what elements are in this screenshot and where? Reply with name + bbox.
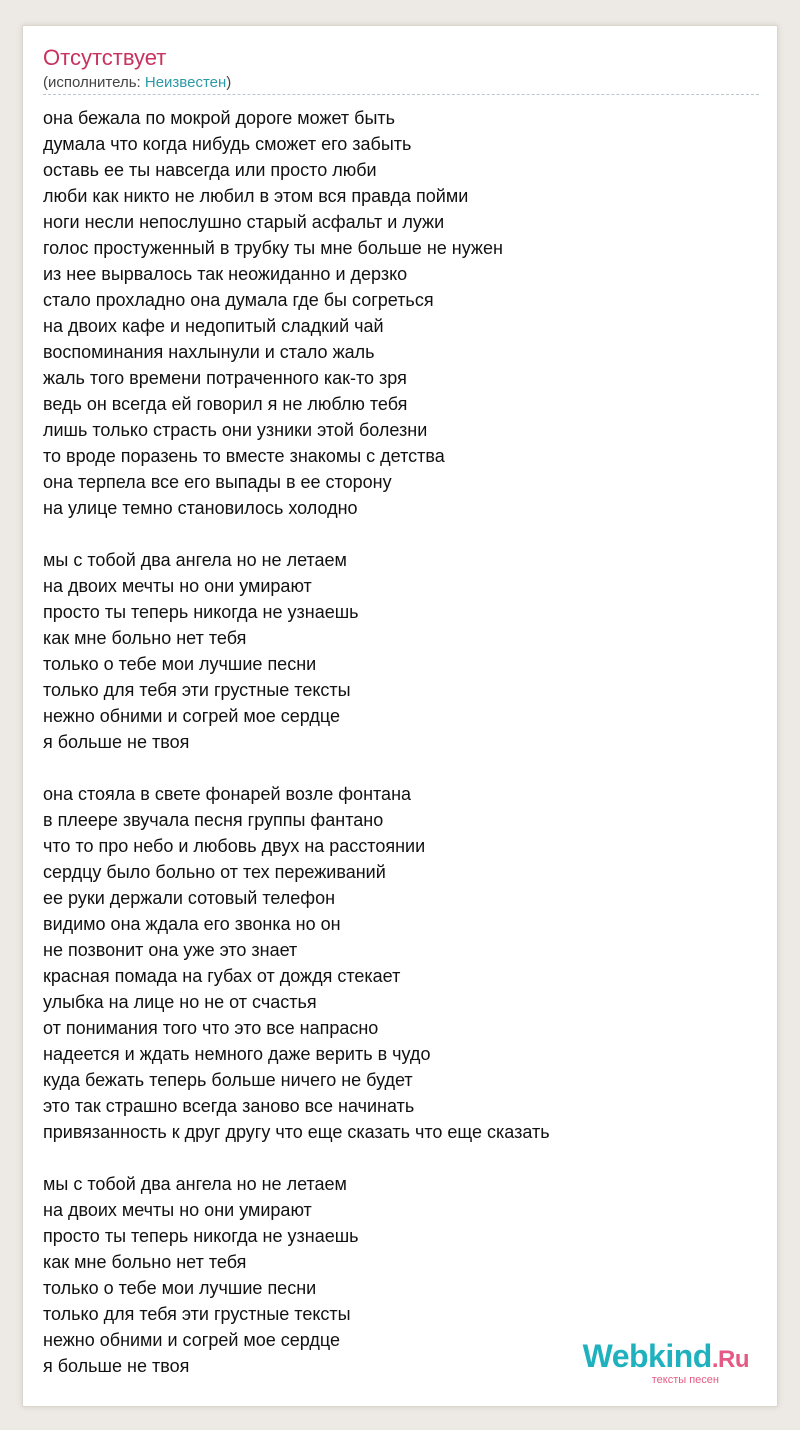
lyric-line: ведь он всегда ей говорил я не люблю тебя — [43, 394, 408, 414]
lyric-line: ее руки держали сотовый телефон — [43, 888, 336, 908]
lyric-line: куда бежать теперь больше ничего не будет — [43, 1070, 413, 1090]
lyric-line: я больше не твоя — [43, 1356, 190, 1376]
lyric-line: как мне больно нет тебя — [43, 1252, 247, 1272]
lyric-line: как мне больно нет тебя — [43, 628, 247, 648]
lyric-line: красная помада на губах от дождя стекает — [43, 966, 401, 986]
lyric-line: только для тебя эти грустные тексты — [43, 1304, 351, 1324]
lyric-line: сердцу было больно от тех переживаний — [43, 862, 386, 882]
song-title: Отсутствует — [43, 45, 167, 70]
lyric-line: видимо она ждала его звонка но он — [43, 914, 341, 934]
lyric-line: лишь только страсть они узники этой болезни — [43, 420, 428, 440]
lyric-line: думала что когда нибудь сможет его забыть — [43, 134, 412, 154]
stanza-gap — [43, 1145, 759, 1171]
lyric-line: от понимания того что это все напрасно — [43, 1018, 379, 1038]
lyric-line: просто ты теперь никогда не узнаешь — [43, 602, 359, 622]
lyric-line: ноги несли непослушно старый асфальт и лужи — [43, 212, 445, 232]
lyric-line: это так страшно всегда заново все начинать — [43, 1096, 415, 1116]
lyric-line: только для тебя эти грустные тексты — [43, 680, 351, 700]
lyric-line: она терпела все его выпады в ее сторону — [43, 472, 392, 492]
lyrics-text — [43, 105, 759, 1379]
logo-tld: .Ru — [711, 1346, 749, 1373]
lyric-line: на улице темно становилось холодно — [43, 498, 358, 518]
lyric-line: стало прохладно она думала где бы согреться — [43, 290, 434, 310]
logo-brand: Webkind — [582, 1338, 712, 1374]
lyric-line: на двоих мечты но они умирают — [43, 1200, 312, 1220]
lyric-line: только о тебе мои лучшие песни — [43, 654, 317, 674]
lyric-line: нежно обними и согрей мое сердце — [43, 706, 341, 726]
artist-link[interactable]: Неизвестен — [144, 74, 227, 91]
lyric-line: мы с тобой два ангела но не летаем — [43, 1174, 347, 1194]
title-divider — [43, 94, 759, 95]
lyric-line: то вроде поразень то вместе знакомы с детства — [43, 446, 445, 466]
artist-prefix: (исполнитель: — [43, 74, 145, 91]
site-logo[interactable] — [583, 1339, 749, 1386]
lyric-line: надеется и ждать немного даже верить в чудо — [43, 1044, 431, 1064]
lyric-line: просто ты теперь никогда не узнаешь — [43, 1226, 359, 1246]
lyric-line: голос простуженный в трубку ты мне больше не нужен — [43, 238, 503, 258]
lyric-line: на двоих мечты но они умирают — [43, 576, 312, 596]
lyric-line: я больше не твоя — [43, 732, 190, 752]
lyric-line: улыбка на лице но не от счастья — [43, 992, 317, 1012]
lyric-line: люби как никто не любил в этом вся правда пойми — [43, 186, 469, 206]
lyric-line: привязанность к друг другу что еще сказать что еще сказать — [43, 1122, 550, 1142]
lyric-line: воспоминания нахлынули и стало жаль — [43, 342, 375, 362]
logo-wordmark — [583, 1339, 749, 1377]
lyric-line: на двоих кафе и недопитый сладкий чай — [43, 316, 384, 336]
lyric-line: из нее вырвалось так неожиданно и дерзко — [43, 264, 408, 284]
lyric-line: оставь ее ты навсегда или просто люби — [43, 160, 377, 180]
lyric-line: не позвонит она уже это знает — [43, 940, 298, 960]
lyric-line: она стояла в свете фонарей возле фонтана — [43, 784, 412, 804]
lyric-line: мы с тобой два ангела но не летаем — [43, 550, 347, 570]
stanza-gap — [43, 521, 759, 547]
lyric-line: в плеере звучала песня группы фантано — [43, 810, 384, 830]
artist-suffix: ) — [226, 74, 232, 91]
lyric-line: она бежала по мокрой дороге может быть — [43, 108, 396, 128]
lyric-line: жаль того времени потраченного как-то зря — [43, 368, 407, 388]
stanza-gap — [43, 755, 759, 781]
lyric-line: нежно обними и согрей мое сердце — [43, 1330, 341, 1350]
logo-tagline: тексты песен — [651, 1374, 719, 1386]
lyric-line: что то про небо и любовь двух на расстоянии — [43, 836, 426, 856]
lyrics-card — [22, 25, 778, 1407]
lyric-line: только о тебе мои лучшие песни — [43, 1278, 317, 1298]
artist-line — [43, 73, 231, 93]
